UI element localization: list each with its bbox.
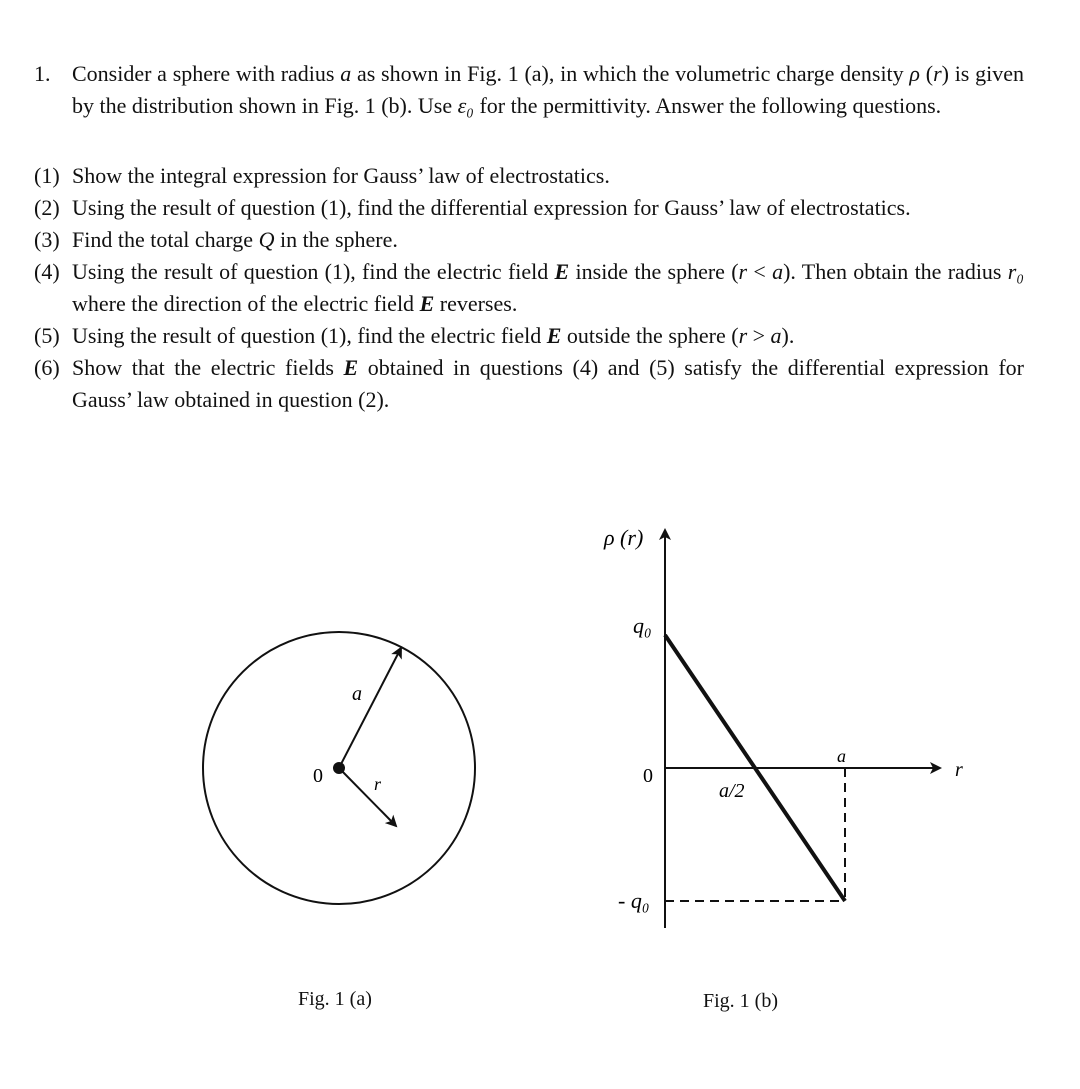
x-axis-label: r xyxy=(955,759,963,781)
tick-label-half-a: a/2 xyxy=(719,780,745,802)
question-label: (6) xyxy=(34,355,60,380)
fig-a-sphere-diagram xyxy=(203,632,475,904)
tick-label-q0: q₀ xyxy=(633,613,652,638)
tick-label-zero: 0 xyxy=(643,765,653,787)
intro-text: Consider a sphere with radius a as shown in Fig. 1 (a), in which the volumetric charge density ρ (r) is given by the distribution shown in Fig. 1 (b). Use ε₀ for the permittivity. Answer the following questions. xyxy=(72,61,1024,118)
tick-label-a: a xyxy=(837,746,846,766)
tick-label-neg-q0: - q₀ xyxy=(618,888,650,913)
fig-b-caption: Fig. 1 (b) xyxy=(703,990,778,1012)
radius-a-label: a xyxy=(352,683,362,705)
question-text: Using the result of question (1), find the differential expression for Gauss’ law of electrostatics. xyxy=(72,195,911,220)
fig-b-density-chart xyxy=(603,525,963,928)
radius-a-arrow xyxy=(339,648,401,768)
question-label: (1) xyxy=(34,163,60,188)
question-text: Using the result of question (1), find the electric field E outside the sphere (r > a). xyxy=(72,323,795,348)
problem-number: 1. xyxy=(34,61,51,86)
question-label: (5) xyxy=(34,323,60,348)
question-text: Show the integral expression for Gauss’ law of electrostatics. xyxy=(72,163,610,188)
question-label: (3) xyxy=(34,227,60,252)
question-label: (2) xyxy=(34,195,60,220)
question-text: Using the result of question (1), find the electric field E inside the sphere (r < a). Then obtain the radius r₀ where the direction of the electric field E reverses. xyxy=(72,259,1024,316)
y-axis-label: ρ (r) xyxy=(604,525,644,550)
radius-r-arrow xyxy=(339,768,396,826)
fig-a-caption: Fig. 1 (a) xyxy=(298,988,372,1010)
question-text: Find the total charge Q in the sphere. xyxy=(72,227,398,252)
question-label: (4) xyxy=(34,259,60,284)
center-dot xyxy=(333,762,345,774)
origin-label: 0 xyxy=(313,765,323,787)
question-text: Show that the electric fields E obtained in questions (4) and (5) satisfy the differential expression for Gauss’ law obtained in question (2). xyxy=(72,355,1024,412)
r-label: r xyxy=(374,774,382,794)
